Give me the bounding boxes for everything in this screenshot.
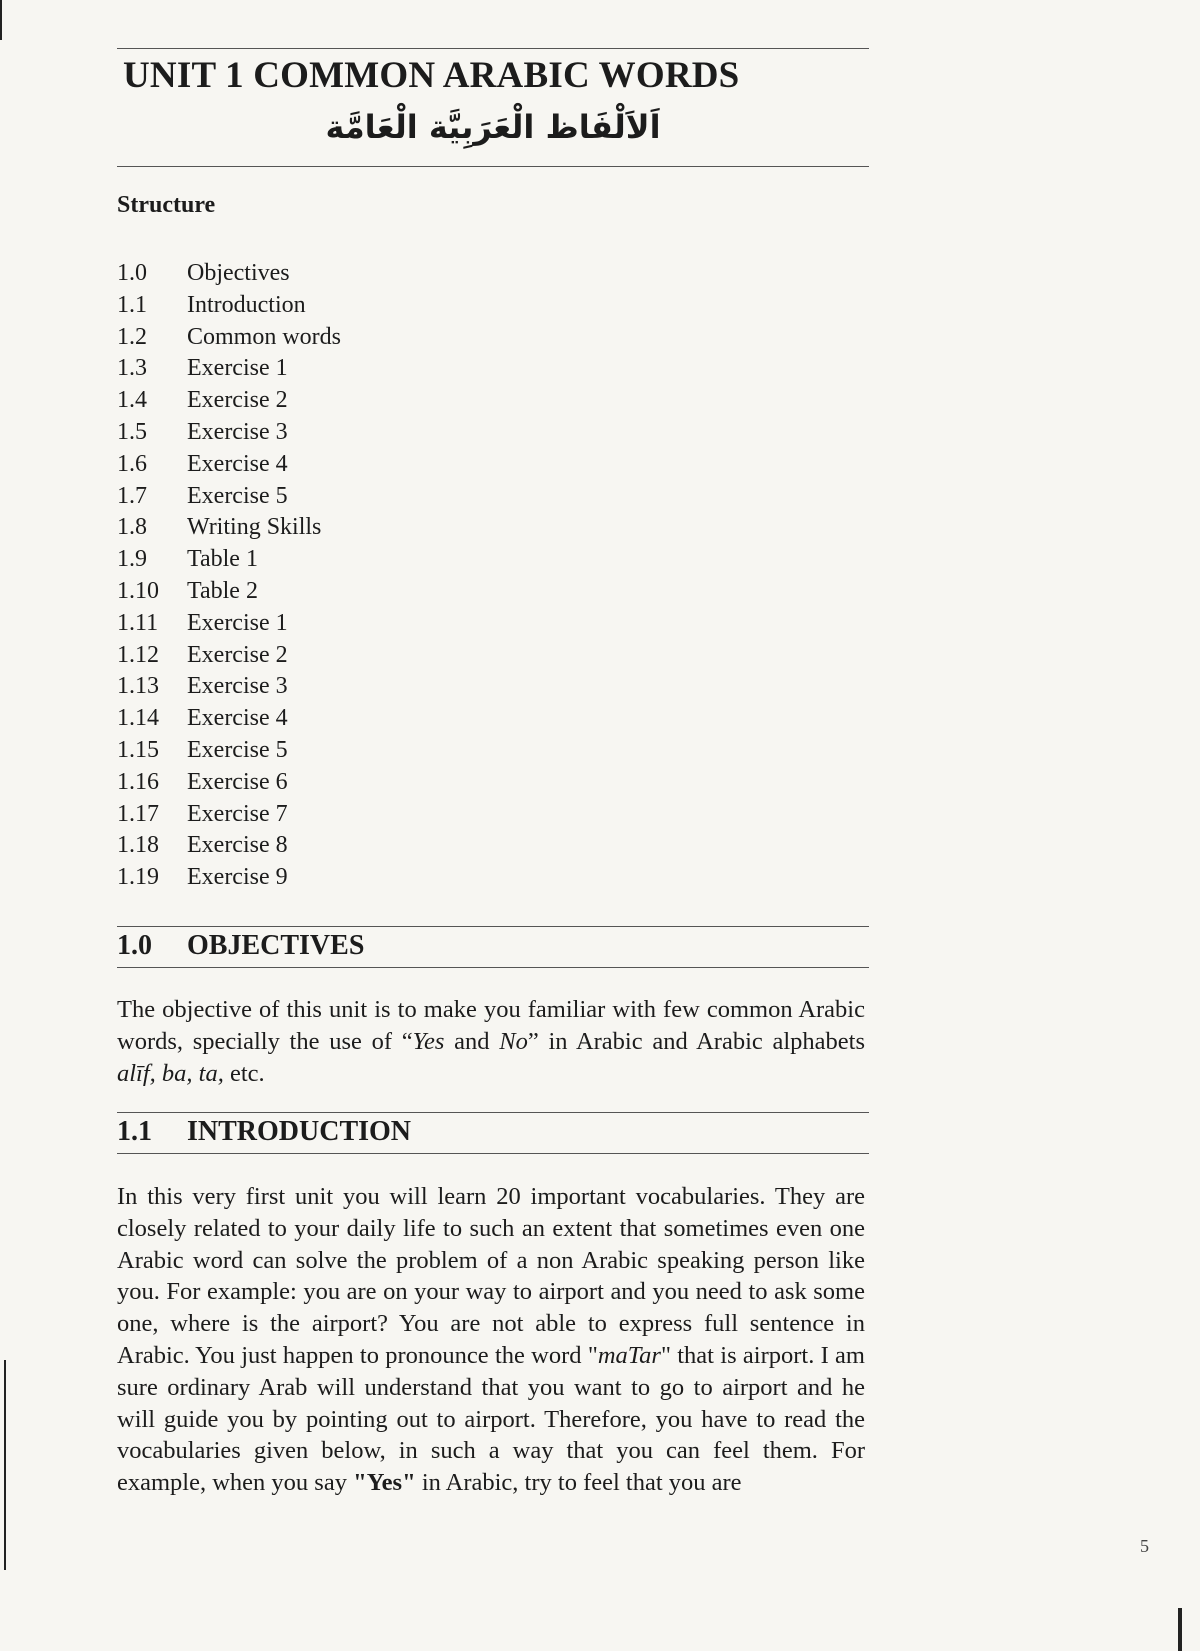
toc-item-label: Exercise 1 [187,355,288,382]
objectives-top-rule [117,926,869,927]
toc-item [117,481,341,513]
unit-title: UNIT 1 COMMON ARABIC WORDS [123,55,740,96]
toc-item-number: 1.10 [117,577,159,604]
toc-item [117,830,341,862]
toc-item [117,385,341,417]
objectives-no: No [499,1027,528,1055]
toc-item-number: 1.0 [117,260,147,286]
toc-item-number: 1.18 [117,832,159,859]
toc-item [117,258,341,290]
introduction-text: In this very first unit you will learn 20 important vocabularies. They are closely related to your daily life to such an extent that sometimes even one Arabic word can solve the problem of a non Arabic speaking person like you. For example: you are on your way to airport and you need to ask some one, where is the airport? You are not able to express full sentence in Arabic. You just happen to pronounce the word " [117,1183,865,1369]
toc-item [117,322,341,354]
introduction-top-rule [117,1112,869,1113]
objectives-number: 1.0 [117,930,152,961]
toc-item-label: Exercise 8 [187,832,288,859]
title-bottom-rule [117,166,869,167]
introduction-text: in Arabic, try to feel that you are [415,1469,742,1497]
objectives-text: ” in Arabic and Arabic alphabets [527,1027,866,1055]
introduction-text: " that is airport. I am sure ordinary Arab will understand that you want to go to airport and he will guide you by pointing out to airport. Therefore, you have to read the vocabularies given below, in such a way that you can feel them. For example, when you say [117,1341,865,1497]
toc-item [117,417,341,449]
toc-item-label: Objectives [187,260,290,286]
toc-item-number: 1.11 [117,609,159,636]
toc-item [117,449,341,481]
objectives-alphabets: alīf, ba, ta, [117,1059,224,1087]
objectives-heading [117,930,364,962]
toc-item-label: Exercise 7 [187,800,288,827]
toc-item-number: 1.5 [117,418,147,445]
title-top-rule [117,48,869,49]
toc-item-label: Writing Skills [187,514,322,541]
introduction-paragraph [117,1181,865,1499]
toc-item-number: 1.15 [117,736,159,763]
page-number: 5 [1140,1536,1149,1556]
toc-item-label: Exercise 5 [187,736,288,763]
toc-item-number: 1.3 [117,355,147,382]
toc-item-label: Table 2 [187,577,258,604]
toc-item-label: Introduction [187,291,306,318]
toc-item-number: 1.13 [117,673,159,700]
scan-edge-mark [0,0,2,40]
toc-item [117,799,341,831]
objectives-paragraph [117,994,865,1089]
toc-item [117,608,341,640]
objectives-text: etc. [223,1059,265,1087]
introduction-title: INTRODUCTION [187,1116,412,1147]
toc-item-number: 1.7 [117,482,147,509]
toc-item-label: Exercise 4 [187,705,288,732]
introduction-matar: maTar [597,1341,661,1369]
toc-item-label: Exercise 3 [187,418,288,445]
toc-item-number: 1.6 [117,450,147,477]
toc-item-label: Common words [187,323,342,350]
objectives-bottom-rule [117,967,869,968]
arabic-title: اَلاَلْفَاظ الْعَرَبِيَّة الْعَامَّة [325,108,661,146]
toc-item-number: 1.9 [117,546,147,573]
objectives-yes: Yes [412,1027,445,1055]
toc-item [117,671,341,703]
toc-item-number: 1.16 [117,768,159,795]
toc-item-number: 1.12 [117,641,159,668]
scan-edge-mark [4,1360,6,1570]
toc-item-label: Exercise 6 [187,768,288,795]
toc-item-number: 1.14 [117,705,159,732]
toc-item-label: Table 1 [187,546,258,573]
introduction-number: 1.1 [117,1116,152,1147]
toc-item-label: Exercise 5 [187,482,288,509]
toc-item [117,767,341,799]
toc-item [117,512,341,544]
toc-item-number: 1.2 [117,323,147,350]
objectives-text: and [444,1027,500,1055]
toc-item-label: Exercise 9 [187,864,288,891]
toc-item [117,703,341,735]
toc-item-label: Exercise 2 [187,387,288,414]
objectives-text: The objective of this unit is to make you familiar with few common Arabic words, specially the use of “ [117,996,865,1055]
toc-item-number: 1.19 [117,864,159,891]
introduction-yes: "Yes" [353,1469,416,1497]
toc-item-label: Exercise 4 [187,450,288,477]
toc-item-number: 1.1 [117,291,147,318]
toc-item-label: Exercise 2 [187,641,288,668]
toc-item [117,290,341,322]
structure-label: Structure [117,192,216,218]
toc-item-label: Exercise 1 [187,609,288,636]
table-of-contents [117,258,341,894]
toc-item [117,735,341,767]
toc-item-number: 1.17 [117,800,159,827]
introduction-bottom-rule [117,1153,869,1154]
toc-item [117,862,341,894]
toc-item-label: Exercise 3 [187,673,288,700]
scan-edge-mark [1178,1608,1182,1651]
toc-item [117,544,341,576]
objectives-title: OBJECTIVES [187,930,365,961]
toc-item-number: 1.4 [117,387,147,414]
toc-item [117,353,341,385]
toc-item [117,640,341,672]
introduction-heading [117,1116,411,1148]
toc-item-number: 1.8 [117,514,147,541]
toc-item [117,576,341,608]
